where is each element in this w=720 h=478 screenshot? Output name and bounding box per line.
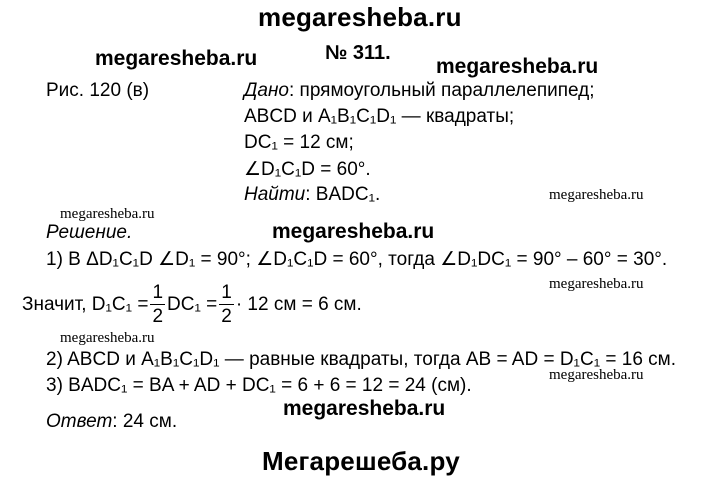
watermark: megaresheba.ru	[60, 206, 155, 222]
given-angle: ∠D₁C₁D = 60°.	[244, 159, 371, 180]
figure-reference: Рис. 120 (в)	[46, 80, 150, 101]
find-line	[244, 184, 380, 206]
watermark-top: megaresheba.ru	[258, 2, 462, 32]
solution-conclusion	[22, 283, 362, 326]
solution-step-2: 2) ABCD и A₁B₁C₁D₁ — равные квадраты, тогда AB = AD = D₁C₁ = 16 см.	[46, 349, 677, 370]
conclusion-mid: DC₁ =	[167, 293, 218, 315]
solution-label-text: Решение	[46, 222, 127, 243]
solution-label: Решение.	[46, 222, 133, 243]
given-line-4	[244, 158, 371, 181]
watermark-bottom: Мегарешеба.ру	[262, 446, 460, 476]
problem-number: № 311.	[325, 42, 391, 64]
watermark: megaresheba.ru	[549, 367, 644, 383]
fraction-numerator: 1	[221, 282, 232, 303]
given-line-1	[244, 80, 595, 102]
answer-line	[46, 411, 177, 433]
solution-step-1: 1) В ΔD₁C₁D ∠D₁ = 90°; ∠D₁C₁D = 60°, тогда ∠D₁DC₁ = 90° – 60° = 30°.	[46, 249, 668, 270]
given-line-2	[244, 106, 514, 128]
watermark: megaresheba.ru	[272, 220, 435, 243]
solution-step-3: 3) BADC₁ = BA + AD + DC₁ = 6 + 6 = 12 = 24 (см).	[46, 375, 472, 396]
watermark: megaresheba.ru	[60, 330, 155, 346]
given-squares: ABCD и A₁B₁C₁D₁ — квадраты;	[244, 106, 515, 127]
find-label: Найти	[244, 184, 306, 205]
watermark: megaresheba.ru	[283, 397, 446, 420]
given-line-3	[244, 132, 354, 154]
watermark: megaresheba.ru	[436, 55, 599, 78]
fraction-denominator: 2	[152, 306, 164, 327]
watermark: megaresheba.ru	[549, 187, 644, 203]
fraction-denominator: 2	[221, 306, 232, 327]
watermark: megaresheba.ru	[95, 47, 258, 70]
given-label: Дано	[244, 80, 289, 101]
watermark: megaresheba.ru	[549, 276, 644, 292]
fraction-numerator: 1	[152, 282, 164, 303]
given-length: DC₁ = 12 см;	[244, 132, 354, 153]
find-text: : BADC₁.	[305, 184, 381, 205]
given-text: : прямоугольный параллелепипед;	[288, 80, 595, 101]
answer-text: : 24 см.	[112, 411, 178, 432]
conclusion-suffix: · 12 см = 6 см.	[235, 293, 362, 315]
fraction-half	[219, 283, 234, 326]
fraction-half	[150, 283, 165, 326]
conclusion-prefix: Значит, D₁C₁ =	[22, 293, 149, 315]
answer-label: Ответ	[46, 411, 113, 432]
